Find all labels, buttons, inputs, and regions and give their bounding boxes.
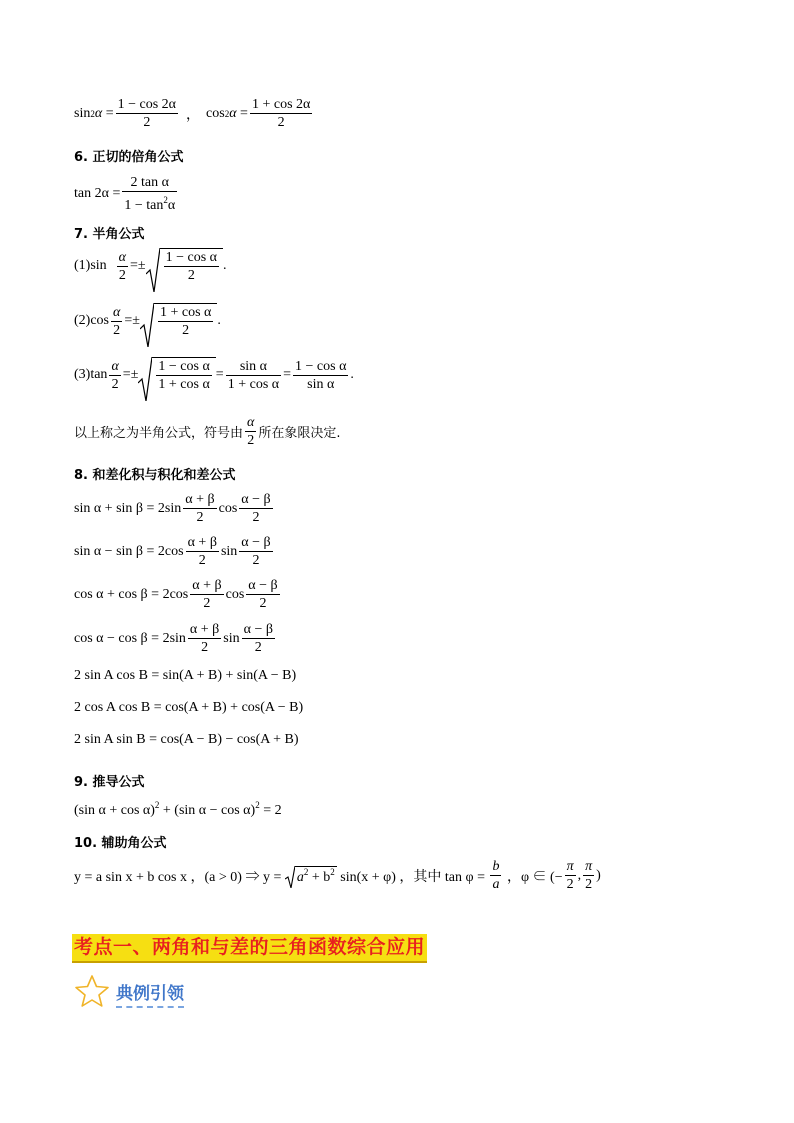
tangent-double-angle-formula: tan 2α = $\frac{\text{2 tan α}}{1 - \tan^2\alpha}$ [74,175,176,213]
derived-formula: (sin α + cos α)$^2$ + (sin α − cos α)$^2$ = 2 [74,800,282,818]
cos-squared-fraction: $\frac{1 + \cos 2\alpha}{2}$ [251,97,311,130]
heading-6: 6. 正切的倍角公式 [74,150,184,165]
product-to-sum-3: 2 sin A sin B = cos(A − B) − cos(A + B) [74,732,299,747]
sum-to-product-1: sin α + sin β = 2sin $\frac{\alpha + \beta}{2}$ cos $\frac{\alpha - \beta}{2}$ [74,492,271,525]
half-angle-cos: (2)cos $\frac{\alpha}{2}$ =± $\frac{\text{1 + cos α}}{2}$ . [74,303,221,339]
sum-to-product-3: cos α + cos β = 2cos $\frac{\alpha + \beta}{2}$ cos $\frac{\alpha - \beta}{2}$ [74,578,278,611]
heading-10: 10. 辅助角公式 [74,836,167,851]
auxiliary-angle-formula: y = a sin x + b cos x ，(a > 0) ⇒ y = $a^2 + b^2$ sin(x + φ) ，其中 tan φ = $\frac{b}{a}$ ，φ ∈ (− $\frac{\pi}{2}$ , $\frac{\pi}{2}$ ) [74,859,601,892]
tan-double-fraction: $\frac{\text{2 tan α}}{1 - \tan^2\alpha}$ [124,175,176,213]
sum-to-product-2: sin α − sin β = 2cos $\frac{\alpha + \beta}{2}$ sin $\frac{\alpha - \beta}{2}$ [74,535,271,568]
example-header [74,974,184,1012]
power-reduction-formulas: sin 2 α = $\frac{1 - \cos 2\alpha}{2}$ ， cos 2 α = $\frac{1 + \cos 2\alpha}{2}$ [74,97,311,130]
sum-to-product-4: cos α − cos β = 2sin $\frac{\alpha + \beta}{2}$ sin $\frac{\alpha - \beta}{2}$ [74,622,273,655]
heading-9: 9. 推导公式 [74,775,145,790]
product-to-sum-1: 2 sin A cos B = sin(A + B) + sin(A − B) [74,668,297,683]
half-angle-note: 以上称之为半角公式，符号由 $\frac{\alpha}{2}$ 所在象限决定. [74,415,341,448]
star-icon [74,974,110,1012]
product-to-sum-2: 2 cos A cos B = cos(A + B) + cos(A − B) [74,700,304,715]
exponent: 2 [90,108,95,119]
sqrt-symbol: $\frac{\text{1 − cos α}}{2}$ [146,248,223,284]
heading-7: 7. 半角公式 [74,227,145,242]
heading-8: 8. 和差化积与积化和差公式 [74,468,236,483]
example-label: 典例引领 [116,979,184,1008]
half-angle-tan: (3)tan $\frac{\alpha}{2}$ =± $\frac{\text{1 − cos α}}{\text{1 + cos α}}$ = $\frac{\text{sin α}}{\text{1 + cos α}}$ = $\frac{\text{1 − cos α}}{\text{sin α}}$ . [74,357,354,393]
section-title: 考点一、两角和与差的三角函数综合应用 [72,934,427,963]
sin-label: sin [74,105,91,121]
half-angle-sin: (1)sin $\frac{\alpha}{2}$ =± $\frac{\text{1 − cos α}}{2}$ . [74,248,227,284]
section-title-bar [72,932,427,959]
sin-squared-fraction: $\frac{1 - \cos 2\alpha}{2}$ [117,97,177,130]
